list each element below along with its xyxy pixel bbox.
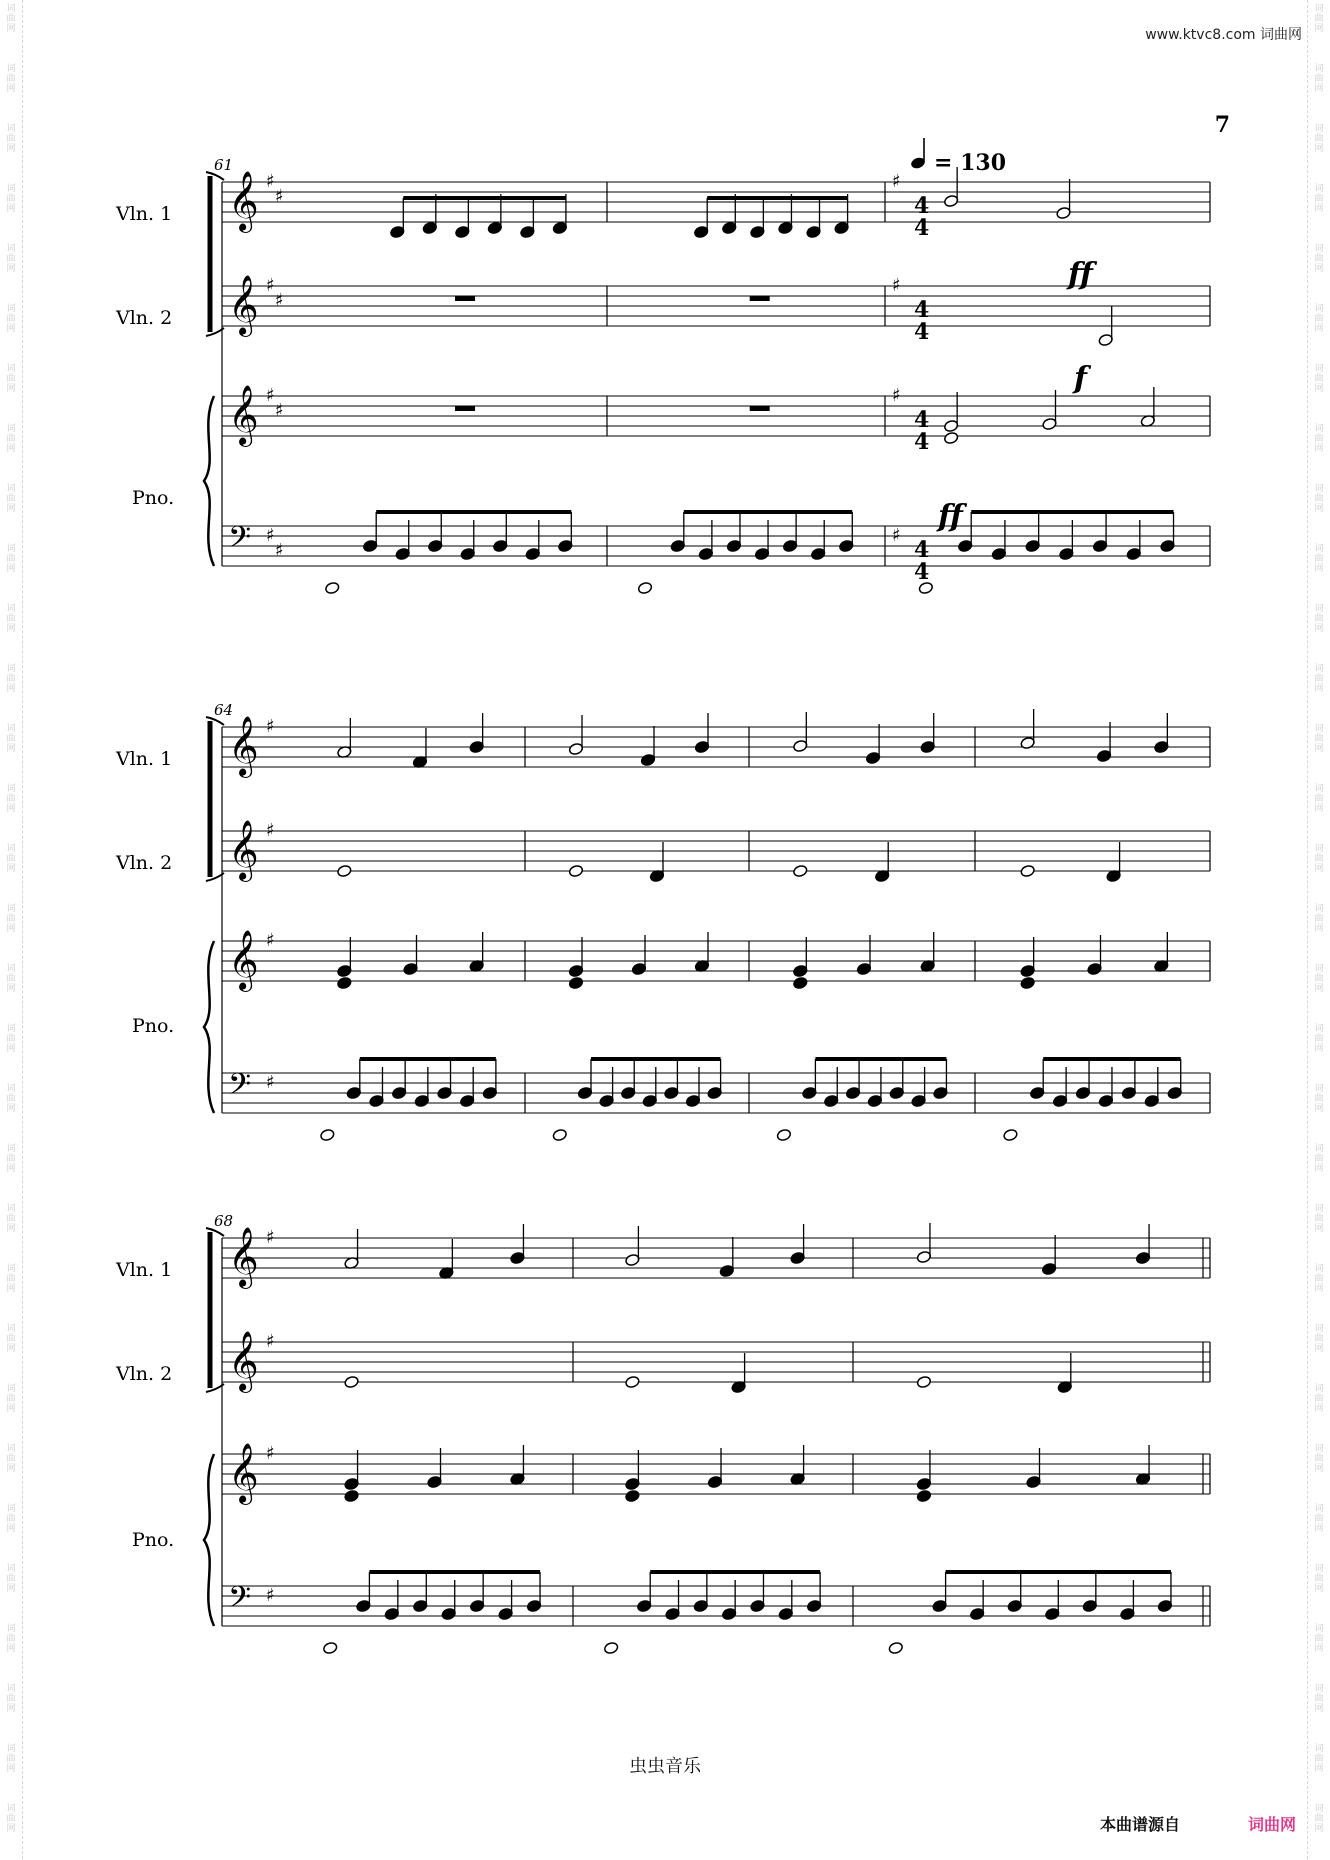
tempo-marking [910, 138, 1006, 176]
source-brand: 词曲网 [1247, 1815, 1296, 1834]
treble-clef-icon: 𝄞 [228, 820, 259, 880]
strip-watermark-unit: 词 曲 网 [1314, 1264, 1324, 1294]
sharp-icon: ♯ [266, 1072, 275, 1093]
strip-watermark-unit: 词 曲 网 [1314, 124, 1324, 154]
score-systems [204, 167, 1210, 1655]
strip-watermark-unit: 词 曲 网 [1314, 364, 1324, 394]
strip-watermark-unit: 词 曲 网 [1314, 1204, 1324, 1234]
time-signature-piano-treble [914, 407, 929, 455]
time-signature-top: 4 [914, 193, 930, 219]
strip-watermark-unit: 词 曲 网 [6, 1744, 16, 1774]
strip-watermark-unit: 词 曲 网 [6, 1144, 16, 1174]
dynamic-vln1: ff [1068, 257, 1093, 292]
sharp-icon: ♯ [266, 820, 275, 841]
strip-watermark-unit: 词 曲 网 [6, 1084, 16, 1114]
notehead [1003, 1128, 1018, 1141]
instrument-label-piano: Pno. [132, 1015, 175, 1037]
strip-watermark-unit: 词 曲 网 [6, 1564, 16, 1594]
treble-clef-icon: 𝄞 [228, 275, 259, 335]
notehead [625, 1489, 640, 1502]
whole-rest-icon [455, 296, 475, 301]
sharp-icon: ♯ [892, 385, 901, 406]
strip-watermark-unit: 词 曲 网 [1314, 1444, 1324, 1474]
time-signature-vln2 [914, 297, 929, 345]
instrument-label-vln1: Vln. 1 [116, 203, 173, 225]
notehead [888, 1641, 903, 1654]
notehead [322, 1641, 337, 1654]
footer-title: 虫虫音乐 [629, 1756, 701, 1777]
treble-clef-icon: 𝄞 [228, 171, 259, 231]
strip-watermark-unit: 词 曲 网 [1314, 1684, 1324, 1714]
strip-watermark-unit: 词 曲 网 [1314, 904, 1324, 934]
strip-watermark-unit: 词 曲 网 [6, 1024, 16, 1054]
strip-watermark-unit: 词 曲 网 [6, 1624, 16, 1654]
strip-watermark-unit: 词 曲 网 [1314, 844, 1324, 874]
strip-watermark-unit: 词 曲 网 [6, 124, 16, 154]
strip-watermark-unit: 词 曲 网 [6, 4, 16, 34]
strip-watermark-unit: 词 曲 网 [6, 244, 16, 274]
instrument-label-vln2: Vln. 2 [116, 307, 173, 329]
bass-clef-icon: 𝄢 [228, 521, 252, 562]
strip-watermark-unit: 词 曲 网 [1314, 1564, 1324, 1594]
strip-watermark-unit: 词 曲 网 [6, 424, 16, 454]
site-url: www.ktvc8.com [1145, 27, 1256, 43]
score-system [204, 1223, 1210, 1655]
strip-watermark-unit: 词 曲 网 [1314, 1744, 1324, 1774]
sharp-icon: ♯ [266, 275, 275, 296]
whole-rest-icon [455, 406, 475, 411]
notehead [1020, 976, 1035, 989]
sharp-icon: ♯ [892, 171, 901, 192]
strip-watermark-unit: 词 曲 网 [1314, 604, 1324, 634]
piano-brace [204, 941, 214, 1113]
sharp-icon: ♯ [266, 716, 275, 737]
strip-watermark-unit: 词 曲 网 [1314, 1324, 1324, 1354]
strip-watermark-unit: 词 曲 网 [1314, 664, 1324, 694]
strip-watermark-unit: 词 曲 网 [6, 364, 16, 394]
sharp-icon: ♯ [275, 400, 284, 421]
time-signature-top: 4 [914, 537, 930, 563]
strip-watermark-unit: 词 曲 网 [1314, 484, 1324, 514]
treble-clef-icon: 𝄞 [228, 1227, 259, 1287]
sharp-icon: ♯ [892, 275, 901, 296]
treble-clef-icon: 𝄞 [228, 385, 259, 445]
sharp-icon: ♯ [266, 1585, 275, 1606]
sharp-icon: ♯ [266, 385, 275, 406]
score-text-overlay [115, 138, 1098, 1551]
bass-clef-icon: 𝄢 [228, 1581, 252, 1622]
instrument-label-vln1: Vln. 1 [116, 748, 173, 770]
strip-watermark-unit: 词 曲 网 [6, 1324, 16, 1354]
dynamic-vln2: f [1074, 361, 1087, 396]
notehead [943, 431, 958, 444]
notehead [793, 864, 808, 877]
sharp-icon: ♯ [266, 1443, 275, 1464]
notehead [325, 581, 340, 594]
strip-watermark-unit: 词 曲 网 [1314, 1024, 1324, 1054]
instrument-label-vln1: Vln. 1 [116, 1259, 173, 1281]
notehead [793, 976, 808, 989]
strip-watermark-unit: 词 曲 网 [6, 1204, 16, 1234]
strip-watermark-unit: 词 曲 网 [6, 1684, 16, 1714]
score-system [204, 167, 1210, 595]
treble-clef-icon: 𝄞 [228, 1443, 259, 1503]
strip-watermark-unit: 词 曲 网 [6, 64, 16, 94]
piano-brace [204, 1454, 214, 1626]
strip-watermark-unit: 词 曲 网 [1314, 1144, 1324, 1174]
notehead [337, 864, 352, 877]
strip-watermark-unit: 词 曲 网 [6, 1504, 16, 1534]
strip-watermark-unit: 词 曲 网 [1314, 544, 1324, 574]
strip-watermark-unit: 词 曲 网 [6, 664, 16, 694]
measure-number-64: 64 [214, 701, 234, 719]
dynamic-piano: ff [938, 499, 963, 534]
notehead [625, 1375, 640, 1388]
measure-number-68: 68 [214, 1212, 234, 1230]
strip-watermark-unit: 词 曲 网 [6, 904, 16, 934]
strip-watermark-unit: 词 曲 网 [6, 304, 16, 334]
time-signature-top: 4 [914, 297, 930, 323]
notehead [552, 1128, 567, 1141]
strip-watermark-unit: 词 曲 网 [1314, 1084, 1324, 1114]
notehead [916, 1375, 931, 1388]
notehead [1020, 864, 1035, 877]
strip-watermark-unit: 词 曲 网 [1314, 424, 1324, 454]
instrument-label-piano: Pno. [132, 1529, 175, 1551]
treble-clef-icon: 𝄞 [228, 930, 259, 990]
notehead [637, 581, 652, 594]
strip-watermark-unit: 词 曲 网 [1314, 1804, 1324, 1834]
time-signature-bottom: 4 [914, 215, 930, 241]
notehead [320, 1128, 335, 1141]
sharp-icon: ♯ [266, 525, 275, 546]
page-number: 7 [1214, 112, 1230, 138]
instrument-label-piano: Pno. [132, 487, 175, 509]
strip-watermark-unit: 词 曲 网 [1314, 1624, 1324, 1654]
instrument-label-vln2: Vln. 2 [116, 1363, 173, 1385]
strip-watermark-unit: 词 曲 网 [1314, 964, 1324, 994]
strip-watermark-unit: 词 曲 网 [1314, 304, 1324, 334]
notehead [337, 976, 352, 989]
strip-watermark-unit: 词 曲 网 [6, 1804, 16, 1834]
source-label: 本曲谱源自 [1099, 1815, 1180, 1834]
strip-watermark-unit: 词 曲 网 [1314, 184, 1324, 214]
time-signature-bottom: 4 [914, 319, 930, 345]
strip-watermark-unit: 词 曲 网 [6, 184, 16, 214]
sharp-icon: ♯ [275, 540, 284, 561]
piano-brace [204, 396, 214, 566]
notehead [344, 1489, 359, 1502]
strip-watermark-unit: 词 曲 网 [1314, 1384, 1324, 1414]
sharp-icon: ♯ [266, 1331, 275, 1352]
notehead [568, 976, 583, 989]
sharp-icon: ♯ [275, 290, 284, 311]
time-signature-vln1 [914, 193, 929, 241]
strip-watermark-unit: 词 曲 网 [6, 1444, 16, 1474]
sharp-icon: ♯ [892, 525, 901, 546]
treble-clef-icon: 𝄞 [228, 716, 259, 776]
whole-rest-icon [750, 296, 770, 301]
time-signature-bottom: 4 [914, 429, 930, 455]
time-signature-piano-bass [914, 537, 929, 585]
notehead [916, 1489, 931, 1502]
sharp-icon: ♯ [266, 171, 275, 192]
strip-watermark-unit: 词 曲 网 [6, 964, 16, 994]
strip-watermark-unit: 词 曲 网 [6, 1384, 16, 1414]
time-signature-top: 4 [914, 407, 930, 433]
tempo-value: = 130 [934, 150, 1007, 176]
notehead [344, 1375, 359, 1388]
bass-clef-icon: 𝄢 [228, 1068, 252, 1109]
time-signature-bottom: 4 [914, 559, 930, 585]
treble-clef-icon: 𝄞 [228, 1331, 259, 1391]
strip-watermark-unit: 词 曲 网 [6, 844, 16, 874]
notehead [776, 1128, 791, 1141]
sharp-icon: ♯ [266, 1227, 275, 1248]
strip-watermark-unit: 词 曲 网 [6, 784, 16, 814]
whole-rest-icon [750, 406, 770, 411]
strip-watermark-unit: 词 曲 网 [1314, 64, 1324, 94]
notehead [568, 864, 583, 877]
measure-number-61: 61 [214, 156, 234, 174]
site-brand: 词曲网 [1260, 27, 1302, 43]
strip-watermark-unit: 词 曲 网 [1314, 1504, 1324, 1534]
strip-watermark-unit: 词 曲 网 [6, 724, 16, 754]
strip-watermark-unit: 词 曲 网 [1314, 784, 1324, 814]
notehead [603, 1641, 618, 1654]
strip-watermark-unit: 词 曲 网 [6, 484, 16, 514]
score-system [204, 709, 1210, 1142]
strip-watermark-unit: 词 曲 网 [1314, 724, 1324, 754]
sharp-icon: ♯ [275, 186, 284, 207]
instrument-label-vln2: Vln. 2 [116, 852, 173, 874]
strip-watermark-unit: 词 曲 网 [6, 544, 16, 574]
sharp-icon: ♯ [266, 930, 275, 951]
strip-watermark-unit: 词 曲 网 [1314, 244, 1324, 274]
strip-watermark-unit: 词 曲 网 [1314, 4, 1324, 34]
strip-watermark-unit: 词 曲 网 [6, 1264, 16, 1294]
strip-watermark-unit: 词 曲 网 [6, 604, 16, 634]
